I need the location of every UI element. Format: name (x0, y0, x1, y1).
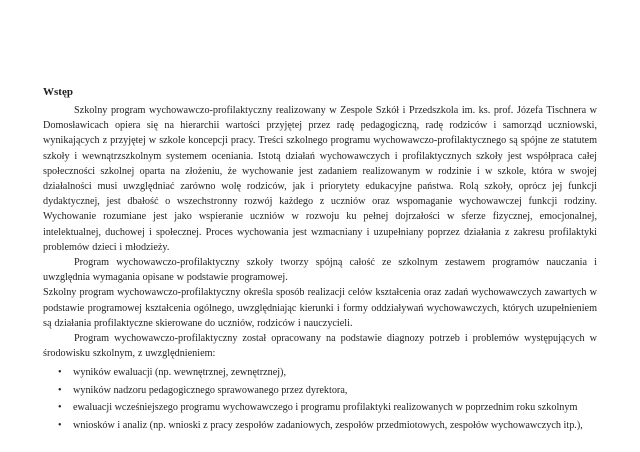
bullet-item: • ewaluacji wcześniejszego programu wychowawczego i programu profilaktyki realizowanych w poprzednim roku szkolnym (73, 399, 597, 416)
paragraph-intro: Szkolny program wychowawczo-profilaktyczny realizowany w Zespole Szkół i Przedszkola im. ks. prof. Józefa Tischnera w Domosławicach opiera się na hierarchii wartości przyjętej przez radę pedagogiczną, radę rodziców i samorząd uczniowski, wynikających z przyjętej w szkole koncepcji pracy. Treści szkolnego programu wychowawczo-profilaktycznego są spójne ze statutem szkoły i wewnątrzszkolnym systemem oceniania. Istotą działań wychowawczych i profilaktycznych szkoły jest współpraca całej społeczności szkolnej oparta na złożeniu, że wychowanie jest zadaniem realizowanym w rodzinie i w szkole, która w swojej działalności musi uwzględniać zarówno wolę rodziców, jak i priorytety edukacyjne państwa. Rolą szkoły, oprócz jej funkcji dydaktycznej, jest dbałość o wszechstronny rozwój każdego z uczniów oraz wspomaganie wychowawczej funkcji rodziny. Wychowanie rozumiane jest jako wspieranie uczniów w rozwoju ku pełnej dojrzałości w sferze fizycznej, emocjonalnej, intelektualnej, duchowej i społecznej. Proces wychowania jest wzmacniany i uzupełniany poprzez działania z zakresu profilaktyki problemów dzieci i młodzieży. (43, 105, 597, 253)
paragraph-program-scope: Szkolny program wychowawczo-profilaktyczny określa sposób realizacji celów kształcenia oraz zadań wychowawczych zawartych w podstawie programowej kształcenia ogólnego, uwzględniając kierunki i formy oddziaływań wychowawczych, których uzupełnieniem są działania profilaktyczne skierowane do uczniów, rodziców i nauczycieli. (43, 287, 597, 329)
section-heading: Wstęp (43, 86, 73, 98)
bullet-item: • wniosków i analiz (np. wnioski z pracy zespołów zadaniowych, zespołów przedmiotowych, zespołów wychowawczych itp.), (73, 417, 597, 434)
bullet-list (43, 364, 597, 434)
paragraph-program-coherence: Program wychowawczo-profilaktyczny szkoły tworzy spójną całość ze szkolnym zestawem programów nauczania i uwzględnia wymagania opisane w podstawie programowej. (43, 257, 597, 284)
bullet-item: • wyników nadzoru pedagogicznego sprawowanego przez dyrektora, (73, 382, 597, 399)
paragraph-diagnosis-basis: Program wychowawczo-profilaktyczny został opracowany na podstawie diagnozy potrzeb i problemów występujących w środowisku szkolnym, z uwzględnieniem: (43, 333, 597, 360)
page-content (43, 86, 597, 434)
bullet-item: • wyników ewaluacji (np. wewnętrznej, zewnętrznej), (73, 364, 597, 381)
